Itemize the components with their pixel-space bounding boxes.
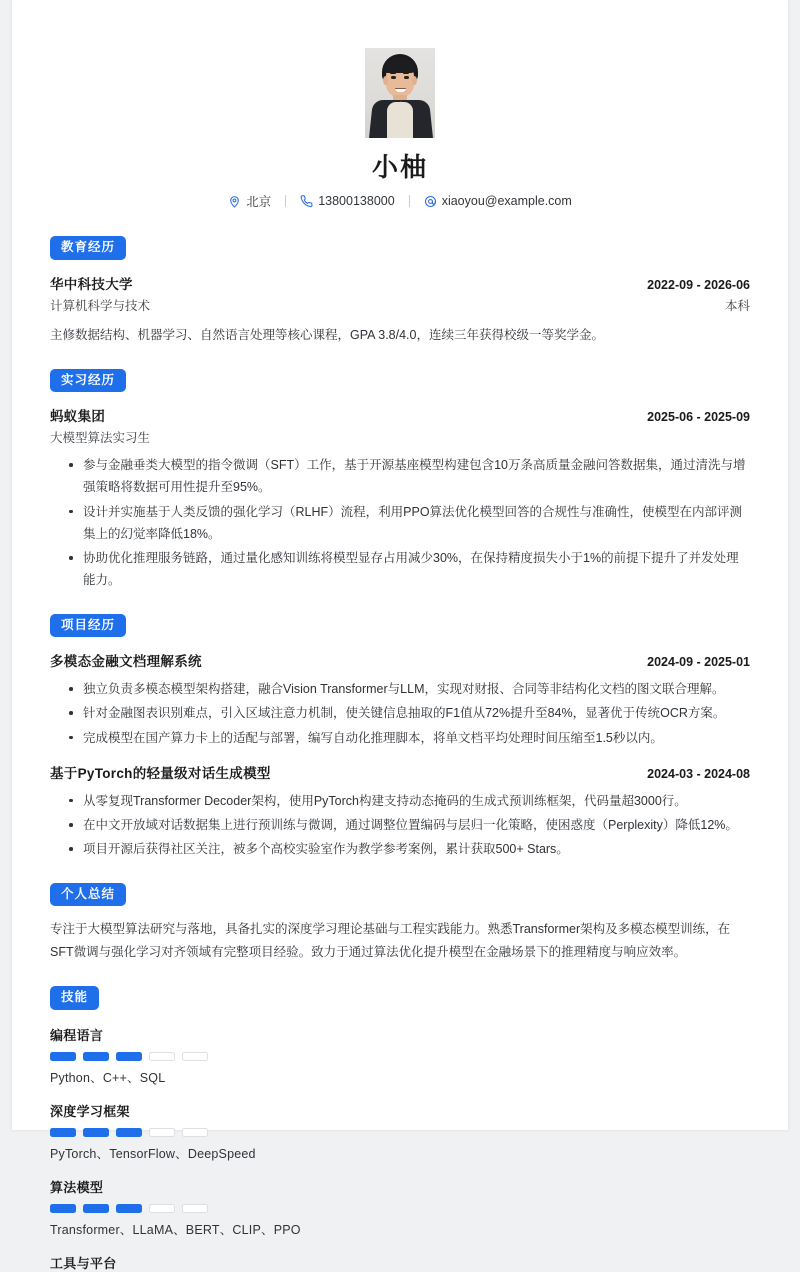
skill-name: 编程语言 [50,1027,104,1043]
resume-header [50,48,750,214]
entry-subtitle: 大模型算法实习生 [50,431,151,446]
skill-segment-filled [83,1128,109,1137]
entry-date: 2022-09 - 2026-06 [647,277,750,292]
entry-title: 基于PyTorch的轻量级对话生成模型 [50,765,271,781]
entry-header-row [50,405,750,425]
entry-date: 2024-09 - 2025-01 [647,655,750,670]
section-skills [50,986,750,1272]
list-item: 在中文开放域对话数据集上进行预训练与微调，通过调整位置编码与层归一化策略，使困惑度（Perplexity）降低12%。 [69,814,750,836]
entry-bullet-list [50,678,750,749]
resume-document [12,0,788,1271]
skill-segment-empty [149,1204,175,1213]
section-badge: 教育经历 [50,236,126,260]
contact-phone-value: 13800138000 [318,194,395,209]
entry-subtitle: 计算机科学与技术 [50,298,151,313]
section-summary [50,883,750,965]
skill-detail: PyTorch、TensorFlow、DeepSpeed [50,1146,256,1161]
skill-segment-empty [149,1052,175,1061]
avatar-photo [365,48,435,138]
skill-detail: Python、C++、SQL [50,1070,166,1085]
experience-entry [50,650,750,749]
entry-subtitle-row [50,296,750,314]
skill-segment-filled [116,1128,142,1137]
entry-header-row [50,762,750,782]
list-item: 项目开源后获得社区关注，被多个高校实验室作为教学参考案例，累计获取500+ Stars。 [69,838,750,860]
entry-subtitle-right: 本科 [724,298,750,313]
skill-name: 算法模型 [50,1179,104,1195]
section-badge-skills: 技能 [50,986,99,1010]
avatar [365,48,435,138]
entry-bullet-list [50,454,750,592]
skill-block [50,1253,750,1272]
section-2 [50,614,750,861]
contact-location-value: 北京 [246,195,272,210]
skill-level-bar [50,1052,750,1061]
skill-block [50,1101,750,1162]
contact-email-value: xiaoyou@example.com [441,194,572,209]
experience-entry [50,273,750,347]
skill-name: 工具与平台 [50,1255,117,1271]
entry-title: 蚂蚁集团 [50,409,106,425]
skill-segment-filled [83,1204,109,1213]
phone-icon [300,195,313,208]
skill-segment-filled [116,1204,142,1213]
sections-host [50,236,750,860]
entry-title: 多模态金融文档理解系统 [50,654,202,670]
entry-header-row [50,650,750,670]
section-badge: 实习经历 [50,369,126,393]
skill-segment-empty [182,1052,208,1061]
skill-segment-filled [83,1052,109,1061]
skill-name: 深度学习框架 [50,1103,130,1119]
entry-bullet-list [50,790,750,861]
contact-phone [286,194,408,208]
skill-block [50,1025,750,1086]
entry-header-row [50,273,750,293]
contact-email [410,194,586,208]
list-item: 完成模型在国产算力卡上的适配与部署，编写自动化推理脚本，将单文档平均处理时间压缩至1.5秒以内。 [69,727,750,749]
section-badge-summary: 个人总结 [50,883,126,907]
skill-segment-filled [50,1204,76,1213]
list-item: 独立负责多模态模型架构搭建，融合Vision Transformer与LLM，实现对财报、合同等非结构化文档的图文联合理解。 [69,678,750,700]
list-item: 设计并实施基于人类反馈的强化学习（RLHF）流程，利用PPO算法优化模型回答的合规性与准确性，使模型在内部评测集上的幻觉率降低18%。 [69,501,750,546]
contact-row [50,192,750,210]
skill-segment-filled [50,1128,76,1137]
skill-level-bar [50,1128,750,1137]
entry-date: 2025-06 - 2025-09 [647,410,750,425]
list-item: 参与金融垂类大模型的指令微调（SFT）工作，基于开源基座模型构建包含10万条高质量金融问答数据集，通过清洗与增强策略将数据可用性提升至95%。 [69,454,750,499]
email-icon [424,195,437,208]
list-item: 针对金融图表识别难点，引入区域注意力机制，使关键信息抽取的F1值从72%提升至84%，显著优于传统OCR方案。 [69,702,750,724]
contact-location [214,192,285,210]
skill-segment-filled [116,1052,142,1061]
entry-title: 华中科技大学 [50,276,133,292]
skill-level-bar [50,1204,750,1213]
summary-text: 专注于大模型算法研究与落地，具备扎实的深度学习理论基础与工程实践能力。熟悉Transformer架构及多模态模型训练，在SFT微调与强化学习对齐领域有完整项目经验。致力于通过算法优化提升模型在金融场景下的推理精度与响应效率。 [50,922,731,960]
skill-segment-filled [50,1052,76,1061]
experience-entry [50,762,750,861]
list-item: 从零复现Transformer Decoder架构，使用PyTorch构建支持动态掩码的生成式预训练框架，代码量超3000行。 [69,790,750,812]
skill-segment-empty [182,1128,208,1137]
entry-subtitle-row [50,428,750,446]
skill-segment-empty [149,1128,175,1137]
skill-detail: Transformer、LLaMA、BERT、CLIP、PPO [50,1222,301,1237]
page-title: 小柚 [371,152,428,182]
section-0 [50,236,750,346]
entry-description: 主修数据结构、机器学习、自然语言处理等核心课程，GPA 3.8/4.0，连续三年获得校级一等奖学金。 [50,327,604,342]
entry-date: 2024-03 - 2024-08 [647,766,750,781]
section-badge: 项目经历 [50,614,126,638]
skill-segment-empty [182,1204,208,1213]
section-1 [50,369,750,592]
location-pin-icon [228,195,241,208]
list-item: 协助优化推理服务链路，通过量化感知训练将模型显存占用减少30%，在保持精度损失小于1%的前提下提升了并发处理能力。 [69,547,750,592]
skills-host [50,1025,750,1272]
experience-entry [50,405,750,592]
skill-block [50,1177,750,1238]
